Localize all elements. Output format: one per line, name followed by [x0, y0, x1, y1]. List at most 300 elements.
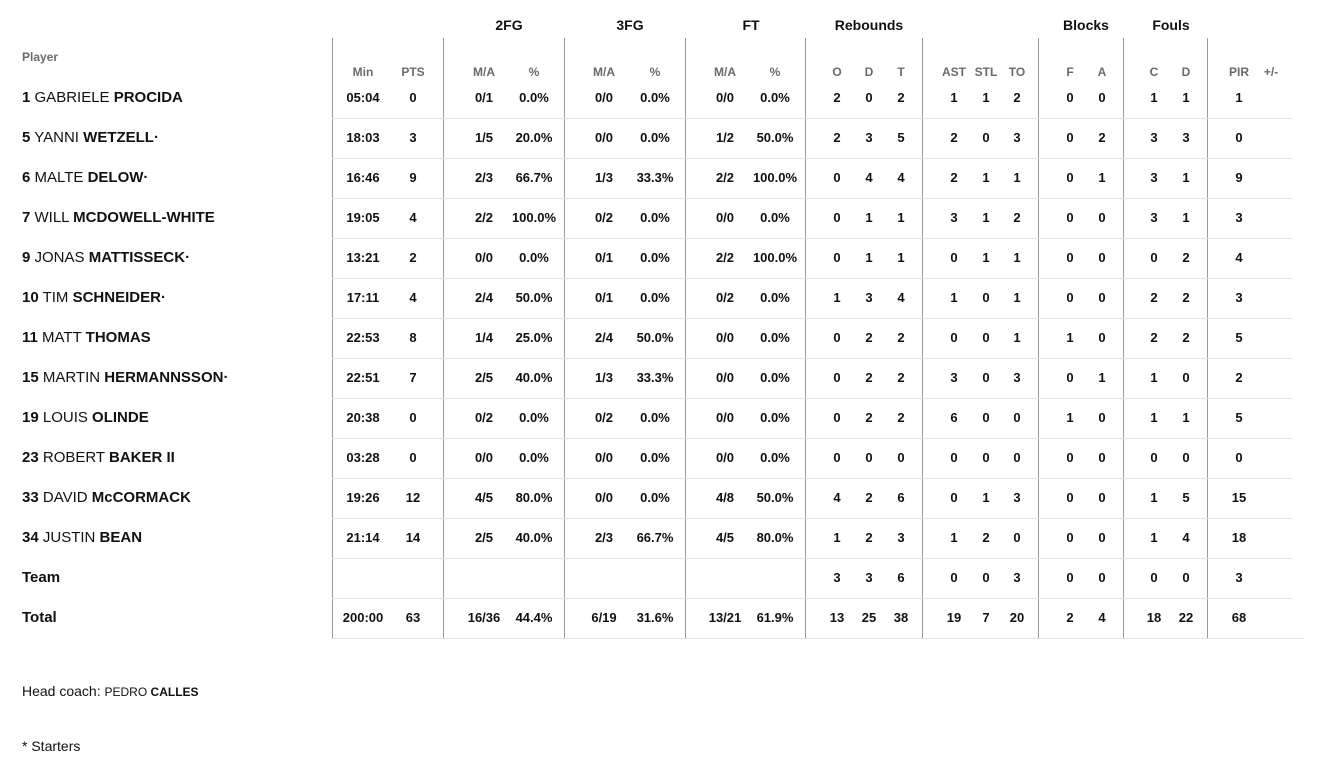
player-last-name: THOMAS [85, 329, 151, 346]
column-header-min: Min [352, 65, 374, 79]
stat-stl: 0 [982, 410, 990, 425]
stat-pir: 18 [1231, 530, 1247, 545]
stat-plus-minus [1241, 518, 1301, 558]
stat-ft-made-att: 0/0 [715, 90, 735, 105]
column-header-reb-def: D [864, 65, 874, 79]
player-name [22, 358, 228, 398]
stat-plus-minus [1241, 358, 1301, 398]
player-first-name: ROBERT [42, 449, 105, 466]
stat-reb-def: 3 [865, 130, 873, 145]
stat-fouls-drawn: 5 [1182, 490, 1190, 505]
stat-pts: 4 [409, 210, 417, 225]
player-number: 15 [22, 369, 39, 386]
stat-to: 2 [1013, 210, 1021, 225]
stat-reb-total: 38 [893, 610, 909, 625]
stat-ft-made-att: 0/0 [715, 410, 735, 425]
stat-3fg-pct: 0.0% [640, 410, 670, 425]
stat-blk-against: 2 [1098, 130, 1106, 145]
stat-reb-off: 0 [833, 370, 841, 385]
stat-ft-pct: 0.0% [760, 450, 790, 465]
stat-reb-off: 1 [833, 530, 841, 545]
stat-reb-total: 2 [897, 90, 905, 105]
stat-2fg-pct: 20.0% [515, 130, 553, 145]
group-header-ft: FT [742, 17, 760, 33]
player-row [0, 278, 1317, 318]
stat-stl: 0 [982, 130, 990, 145]
stat-2fg-pct: 40.0% [515, 370, 553, 385]
stat-to: 1 [1013, 330, 1021, 345]
player-last-name: PROCIDA [113, 89, 183, 106]
stat-ft-pct: 50.0% [756, 130, 794, 145]
stat-min: 16:46 [346, 170, 380, 185]
stat-reb-total: 3 [897, 530, 905, 545]
player-number: 6 [22, 169, 31, 186]
player-first-name: DAVID [42, 489, 88, 506]
stat-reb-def: 1 [865, 210, 873, 225]
player-first-name: WILL [34, 209, 69, 226]
stat-ast: 2 [950, 170, 958, 185]
stat-2fg-made-att: 16/36 [467, 610, 501, 625]
stat-min: 18:03 [346, 130, 380, 145]
player-row [0, 78, 1317, 118]
stat-ast: 19 [946, 610, 962, 625]
stat-ft-pct: 0.0% [760, 290, 790, 305]
column-header-fouls-drawn: D [1181, 65, 1191, 79]
player-name [22, 198, 215, 238]
stat-2fg-made-att: 0/1 [474, 90, 494, 105]
stat-ft-pct: 61.9% [756, 610, 794, 625]
stat-min: 20:38 [346, 410, 380, 425]
player-first-name: MATT [42, 329, 82, 346]
stat-fouls-drawn: 0 [1182, 570, 1190, 585]
stat-reb-total: 1 [897, 250, 905, 265]
player-first-name: GABRIELE [34, 89, 110, 106]
stat-pts: 14 [405, 530, 421, 545]
stat-ft-made-att: 2/2 [715, 170, 735, 185]
stat-3fg-made-att: 0/1 [594, 290, 614, 305]
stat-stl: 0 [982, 570, 990, 585]
stat-blk-against: 0 [1098, 290, 1106, 305]
stat-min: 13:21 [346, 250, 380, 265]
player-name [22, 398, 149, 438]
stat-stl: 2 [982, 530, 990, 545]
stat-reb-off: 0 [833, 250, 841, 265]
player-last-name: HERMANNSSON [104, 369, 224, 386]
player-last-name: DELOW [87, 169, 144, 186]
stat-reb-off: 13 [829, 610, 845, 625]
stat-ast: 1 [950, 530, 958, 545]
team-row [0, 558, 1317, 598]
player-first-name: YANNI [34, 129, 79, 146]
player-first-name: MALTE [34, 169, 84, 186]
player-row [0, 238, 1317, 278]
stat-blk-for: 0 [1066, 250, 1074, 265]
starter-marker: · [153, 129, 159, 146]
stat-blk-against: 0 [1098, 250, 1106, 265]
stat-2fg-pct: 100.0% [511, 210, 557, 225]
player-first-name: LOUIS [42, 409, 88, 426]
stat-reb-def: 2 [865, 330, 873, 345]
stat-reb-off: 0 [833, 410, 841, 425]
player-last-name: WETZELL [83, 129, 154, 146]
stat-ft-made-att: 1/2 [715, 130, 735, 145]
stat-plus-minus [1241, 318, 1301, 358]
stat-fouls-committed: 3 [1150, 130, 1158, 145]
stat-to: 0 [1013, 530, 1021, 545]
stat-to: 0 [1013, 410, 1021, 425]
stat-fouls-committed: 1 [1150, 370, 1158, 385]
stat-blk-against: 0 [1098, 490, 1106, 505]
stat-2fg-made-att: 2/2 [474, 210, 494, 225]
stat-ft-made-att: 0/0 [715, 210, 735, 225]
stat-pir: 1 [1235, 90, 1243, 105]
stat-plus-minus [1241, 158, 1301, 198]
head-coach-first-name: PEDRO [104, 685, 148, 699]
stat-pir: 3 [1235, 570, 1243, 585]
stat-ast: 2 [950, 130, 958, 145]
stat-3fg-made-att: 0/2 [594, 410, 614, 425]
stat-pts: 9 [409, 170, 417, 185]
stat-pts: 12 [405, 490, 421, 505]
stat-plus-minus [1241, 118, 1301, 158]
stat-to: 3 [1013, 130, 1021, 145]
column-header-2fg-made-att: M/A [473, 65, 495, 79]
starters-footnote: * Starters [22, 738, 81, 754]
player-name [22, 478, 191, 518]
stat-3fg-made-att: 2/4 [594, 330, 614, 345]
stat-3fg-pct: 0.0% [640, 290, 670, 305]
player-row [0, 118, 1317, 158]
stat-2fg-pct: 66.7% [515, 170, 553, 185]
stat-blk-for: 1 [1066, 330, 1074, 345]
stat-min: 22:53 [346, 330, 380, 345]
stat-reb-off: 0 [833, 330, 841, 345]
stat-3fg-made-att: 1/3 [594, 170, 614, 185]
head-coach-name [105, 685, 199, 699]
stat-reb-def: 0 [865, 450, 873, 465]
player-row [0, 518, 1317, 558]
stat-ast: 0 [950, 570, 958, 585]
stat-pts: 8 [409, 330, 417, 345]
stat-ft-pct: 0.0% [760, 410, 790, 425]
stat-blk-for: 0 [1066, 530, 1074, 545]
stat-3fg-pct: 50.0% [636, 330, 674, 345]
stat-fouls-committed: 0 [1150, 450, 1158, 465]
player-last-name: SCHNEIDER [72, 289, 161, 306]
stat-2fg-pct: 80.0% [515, 490, 553, 505]
stat-fouls-committed: 0 [1150, 570, 1158, 585]
stat-blk-against: 0 [1098, 410, 1106, 425]
stat-stl: 0 [982, 290, 990, 305]
stat-pir: 5 [1235, 410, 1243, 425]
stat-blk-for: 0 [1066, 170, 1074, 185]
stat-ft-made-att: 2/2 [715, 250, 735, 265]
stat-min: 03:28 [346, 450, 380, 465]
stat-pir: 9 [1235, 170, 1243, 185]
stat-reb-total: 2 [897, 370, 905, 385]
stat-reb-total: 6 [897, 490, 905, 505]
player-first-name: TIM [42, 289, 69, 306]
stat-fouls-drawn: 1 [1182, 170, 1190, 185]
stat-3fg-made-att: 1/3 [594, 370, 614, 385]
player-column-header: Player [22, 50, 59, 64]
stat-to: 1 [1013, 290, 1021, 305]
stat-ft-made-att: 0/2 [715, 290, 735, 305]
stat-pts: 2 [409, 250, 417, 265]
stat-2fg-made-att: 0/0 [474, 250, 494, 265]
player-name [22, 158, 148, 198]
stat-reb-off: 2 [833, 130, 841, 145]
stat-reb-total: 2 [897, 410, 905, 425]
stat-min: 200:00 [342, 610, 384, 625]
player-last-name: OLINDE [92, 409, 149, 426]
stat-min: 17:11 [346, 290, 380, 305]
player-last-name: BEAN [99, 529, 143, 546]
stat-3fg-made-att: 2/3 [594, 530, 614, 545]
stat-pir: 68 [1231, 610, 1247, 625]
stat-ft-made-att: 0/0 [715, 450, 735, 465]
stat-min: 22:51 [346, 370, 380, 385]
stat-fouls-committed: 3 [1150, 210, 1158, 225]
stat-stl: 0 [982, 330, 990, 345]
player-number: 19 [22, 409, 39, 426]
stat-fouls-committed: 1 [1150, 490, 1158, 505]
stat-3fg-pct: 0.0% [640, 90, 670, 105]
stat-stl: 1 [982, 250, 990, 265]
stat-reb-def: 1 [865, 250, 873, 265]
stat-fouls-drawn: 0 [1182, 450, 1190, 465]
stat-fouls-committed: 1 [1150, 530, 1158, 545]
stat-to: 3 [1013, 490, 1021, 505]
player-number: 11 [22, 329, 38, 346]
player-name [22, 118, 159, 158]
player-row [0, 158, 1317, 198]
stat-fouls-committed: 0 [1150, 250, 1158, 265]
stat-fouls-drawn: 1 [1182, 90, 1190, 105]
stat-3fg-pct: 33.3% [636, 170, 674, 185]
player-name [22, 78, 183, 118]
stat-reb-def: 25 [861, 610, 877, 625]
stat-fouls-committed: 2 [1150, 290, 1158, 305]
stat-reb-off: 0 [833, 170, 841, 185]
stat-2fg-made-att: 2/5 [474, 530, 494, 545]
player-last-name: MATTISSECK [88, 249, 186, 266]
stat-min: 19:26 [346, 490, 380, 505]
stat-ft-pct: 0.0% [760, 370, 790, 385]
stat-3fg-made-att: 0/2 [594, 210, 614, 225]
column-header-ft-pct: % [769, 65, 781, 79]
group-header-2fg: 2FG [495, 17, 523, 33]
stat-stl: 7 [982, 610, 990, 625]
stat-ft-made-att: 0/0 [715, 370, 735, 385]
stat-blk-for: 0 [1066, 370, 1074, 385]
player-first-name: MARTIN [42, 369, 101, 386]
stat-3fg-pct: 0.0% [640, 450, 670, 465]
stat-blk-for: 0 [1066, 90, 1074, 105]
stat-pts: 4 [409, 290, 417, 305]
stat-pir: 15 [1231, 490, 1247, 505]
stat-ast: 3 [950, 210, 958, 225]
stat-2fg-made-att: 2/5 [474, 370, 494, 385]
stat-ast: 0 [950, 490, 958, 505]
stat-reb-off: 1 [833, 290, 841, 305]
stat-min: 21:14 [346, 530, 380, 545]
stat-min: 19:05 [346, 210, 380, 225]
stat-reb-def: 4 [865, 170, 873, 185]
stat-stl: 1 [982, 210, 990, 225]
stat-3fg-made-att: 6/19 [591, 610, 617, 625]
stat-pir: 0 [1235, 130, 1243, 145]
stat-stl: 1 [982, 170, 990, 185]
player-row [0, 398, 1317, 438]
stat-reb-def: 2 [865, 370, 873, 385]
stat-fouls-committed: 3 [1150, 170, 1158, 185]
stat-min: 05:04 [346, 90, 380, 105]
head-coach-last-name: CALLES [150, 685, 199, 699]
stat-to: 1 [1013, 250, 1021, 265]
stat-reb-total: 4 [897, 170, 905, 185]
stat-fouls-drawn: 22 [1178, 610, 1194, 625]
player-first-name: JUSTIN [42, 529, 96, 546]
stat-pir: 4 [1235, 250, 1243, 265]
stat-plus-minus [1241, 198, 1301, 238]
stat-2fg-pct: 0.0% [519, 410, 549, 425]
stat-fouls-committed: 1 [1150, 410, 1158, 425]
stat-fouls-drawn: 2 [1182, 290, 1190, 305]
starter-marker: · [160, 289, 166, 306]
stat-blk-against: 0 [1098, 570, 1106, 585]
stat-3fg-made-att: 0/0 [594, 450, 614, 465]
player-last-name: McCORMACK [91, 489, 191, 506]
starter-marker: · [143, 169, 149, 186]
player-row [0, 198, 1317, 238]
column-header-3fg-made-att: M/A [593, 65, 615, 79]
total-row [0, 598, 1317, 638]
stat-2fg-pct [504, 558, 564, 598]
column-header-to: TO [1008, 65, 1026, 79]
player-name [22, 438, 175, 478]
player-name [22, 518, 142, 558]
column-header-2fg-pct: % [528, 65, 540, 79]
player-number: 10 [22, 289, 39, 306]
stat-fouls-drawn: 1 [1182, 410, 1190, 425]
stat-blk-for: 0 [1066, 490, 1074, 505]
stat-blk-for: 0 [1066, 570, 1074, 585]
stat-2fg-made-att: 0/2 [474, 410, 494, 425]
stat-ft-made-att: 4/5 [715, 530, 735, 545]
stat-blk-against: 0 [1098, 330, 1106, 345]
stat-2fg-pct: 44.4% [515, 610, 553, 625]
stat-3fg-pct: 33.3% [636, 370, 674, 385]
stat-3fg-pct: 31.6% [636, 610, 674, 625]
player-row [0, 438, 1317, 478]
stat-2fg-made-att: 1/5 [474, 130, 494, 145]
stat-blk-for: 0 [1066, 450, 1074, 465]
column-header-blk-for: F [1066, 65, 1074, 79]
stat-ast: 1 [950, 90, 958, 105]
stat-fouls-drawn: 4 [1182, 530, 1190, 545]
stat-pir: 3 [1235, 210, 1243, 225]
player-number: 34 [22, 529, 39, 546]
stat-reb-off: 4 [833, 490, 841, 505]
stat-3fg-pct: 0.0% [640, 210, 670, 225]
stat-2fg-made-att: 4/5 [474, 490, 494, 505]
stat-ft-made-att: 4/8 [715, 490, 735, 505]
group-header-blk: Blocks [1063, 17, 1109, 33]
stat-ast: 0 [950, 330, 958, 345]
stat-3fg-pct: 0.0% [640, 490, 670, 505]
stat-plus-minus [1241, 598, 1301, 638]
stat-reb-total: 1 [897, 210, 905, 225]
player-number: 23 [22, 449, 39, 466]
stat-to: 0 [1013, 450, 1021, 465]
stat-fouls-drawn: 0 [1182, 370, 1190, 385]
column-header-stl: STL [974, 65, 998, 79]
stat-plus-minus [1241, 398, 1301, 438]
column-header-ft-made-att: M/A [714, 65, 736, 79]
player-row [0, 318, 1317, 358]
stat-pir: 0 [1235, 450, 1243, 465]
stat-2fg-made-att: 2/3 [474, 170, 494, 185]
group-header-3fg: 3FG [616, 17, 644, 33]
stat-3fg-pct: 66.7% [636, 530, 674, 545]
stat-plus-minus [1241, 238, 1301, 278]
stat-2fg-made-att: 0/0 [474, 450, 494, 465]
stat-pts: 0 [409, 450, 417, 465]
head-coach-line [22, 682, 199, 701]
column-header-pir: PIR [1228, 65, 1249, 79]
player-number: 5 [22, 129, 31, 146]
stat-reb-total: 6 [897, 570, 905, 585]
stat-blk-against: 4 [1098, 610, 1106, 625]
stat-3fg-made-att: 0/1 [594, 250, 614, 265]
stat-blk-against: 1 [1098, 370, 1106, 385]
stat-3fg-made-att: 0/0 [594, 130, 614, 145]
stat-2fg-pct: 50.0% [515, 290, 553, 305]
stat-blk-against: 0 [1098, 530, 1106, 545]
column-header-reb-off: O [832, 65, 842, 79]
starter-marker: · [223, 369, 229, 386]
stat-plus-minus [1241, 78, 1301, 118]
stat-to: 2 [1013, 90, 1021, 105]
stat-pir: 2 [1235, 370, 1243, 385]
stat-plus-minus [1241, 478, 1301, 518]
stat-pts: 7 [409, 370, 417, 385]
stat-ft-made-att: 0/0 [715, 330, 735, 345]
stat-reb-off: 0 [833, 450, 841, 465]
player-first-name: JONAS [34, 249, 85, 266]
player-number: 33 [22, 489, 39, 506]
stat-reb-def: 2 [865, 490, 873, 505]
stat-ft-pct: 0.0% [760, 210, 790, 225]
stat-fouls-drawn: 2 [1182, 330, 1190, 345]
stat-2fg-pct: 0.0% [519, 450, 549, 465]
player-row [0, 358, 1317, 398]
stat-3fg-pct: 0.0% [640, 250, 670, 265]
stat-ast: 0 [950, 250, 958, 265]
stat-plus-minus [1241, 558, 1301, 598]
player-name [22, 318, 151, 358]
player-row [0, 478, 1317, 518]
stat-3fg-pct [625, 558, 685, 598]
stat-reb-def: 0 [865, 90, 873, 105]
stat-reb-def: 3 [865, 290, 873, 305]
stat-3fg-made-att: 0/0 [594, 490, 614, 505]
stat-reb-off: 3 [833, 570, 841, 585]
head-coach-label: Head coach: [22, 683, 101, 699]
stat-ft-pct: 100.0% [752, 250, 798, 265]
stat-blk-against: 1 [1098, 170, 1106, 185]
